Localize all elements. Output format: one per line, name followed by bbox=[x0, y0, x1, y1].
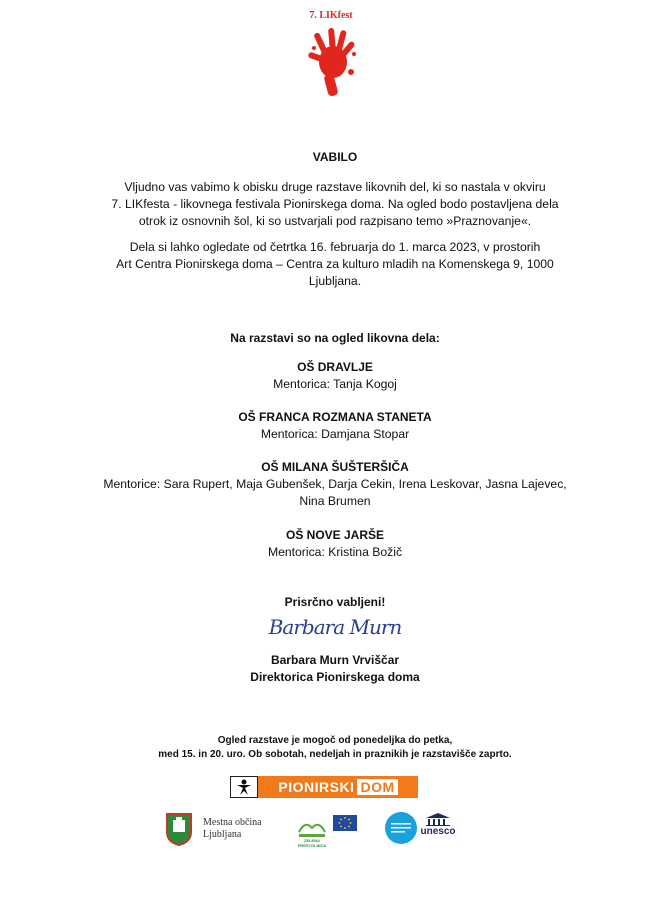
dates-line: Dela si lahko ogledate od četrtka 16. februarja do 1. marca 2023, v prostorih bbox=[129, 240, 541, 254]
city-text bbox=[203, 817, 262, 841]
eu-flag-icon bbox=[333, 815, 357, 831]
green-capital-text: ZELENA PRESTOLNICA bbox=[297, 838, 327, 848]
intro-paragraph bbox=[0, 179, 670, 230]
figure-icon bbox=[230, 776, 258, 798]
signature-script: Barbara Murn bbox=[268, 615, 402, 639]
school-mentor: Mentorica: Kristina Božič bbox=[267, 545, 403, 559]
invitation-heading: VABILO bbox=[312, 150, 358, 164]
green-capital-logo bbox=[295, 812, 329, 848]
dates-paragraph bbox=[0, 239, 670, 290]
footer-note-line: med 15. in 20. uro. Ob sobotah, nedeljah in praznikih je razstavišče zaprto. bbox=[158, 749, 512, 760]
signature bbox=[0, 615, 670, 649]
unesco-logo bbox=[420, 812, 456, 844]
works-heading: Na razstavi so na ogled likovna dela: bbox=[230, 331, 440, 345]
closing-line: Prisrčno vabljeni! bbox=[284, 595, 386, 609]
likfest-logo bbox=[296, 10, 366, 100]
pionirski-text: PIONIRSKI bbox=[278, 779, 355, 795]
signatory-name: Barbara Murn Vrviščar bbox=[270, 653, 400, 667]
footer-note bbox=[0, 734, 670, 762]
ljubljana-logo bbox=[165, 812, 262, 846]
pionirski-dom-text bbox=[258, 776, 418, 798]
dom-text: DOM bbox=[357, 779, 397, 795]
school-name: OŠ DRAVLJE bbox=[297, 360, 373, 374]
school-mentor: Mentorica: Damjana Stopar bbox=[260, 427, 410, 441]
logo-title: 7. LIKfest bbox=[309, 10, 353, 21]
school-name: OŠ NOVE JARŠE bbox=[285, 528, 385, 542]
city-line: Mestna občina bbox=[203, 817, 262, 828]
red-hand-icon bbox=[296, 10, 366, 100]
temple-icon bbox=[420, 812, 456, 826]
school-name: OŠ MILANA ŠUŠTERŠIČA bbox=[261, 460, 409, 474]
pionirski-dom-logo bbox=[230, 776, 418, 798]
school-mentor: Mentorica: Tanja Kogoj bbox=[273, 377, 397, 391]
dragon-shield-icon bbox=[165, 812, 193, 846]
unesco-text: unesco bbox=[420, 826, 456, 837]
dates-line: Art Centra Pionirskega doma – Centra za kulturo mladih na Komenskega 9, 1000 bbox=[116, 257, 554, 271]
signatory-title: Direktorica Pionirskega doma bbox=[250, 670, 420, 684]
city-line: Ljubljana bbox=[203, 829, 242, 840]
intro-line: otrok iz osnovnih šol, ki so ustvarjali pod razpisano temo »Praznovanje«. bbox=[138, 214, 532, 228]
school-mentor: Mentorice: Sara Rupert, Maja Gubenšek, Darja Cekin, Irena Leskovar, Jasna Lajevec, bbox=[103, 477, 567, 491]
design-city-logo-icon bbox=[385, 812, 417, 844]
intro-line: Vljudno vas vabimo k obisku druge razstave likovnih del, ki so nastala v okviru bbox=[124, 180, 546, 194]
footer-note-line: Ogled razstave je mogoč od ponedeljka do petka, bbox=[217, 735, 453, 746]
school-mentor: Nina Brumen bbox=[299, 494, 371, 508]
school-name: OŠ FRANCA ROZMANA STANETA bbox=[238, 410, 432, 424]
intro-line: 7. LIKfesta - likovnega festivala Pionirskega doma. Na ogled bodo postavljena dela bbox=[111, 197, 559, 211]
dates-line: Ljubljana. bbox=[308, 274, 362, 288]
